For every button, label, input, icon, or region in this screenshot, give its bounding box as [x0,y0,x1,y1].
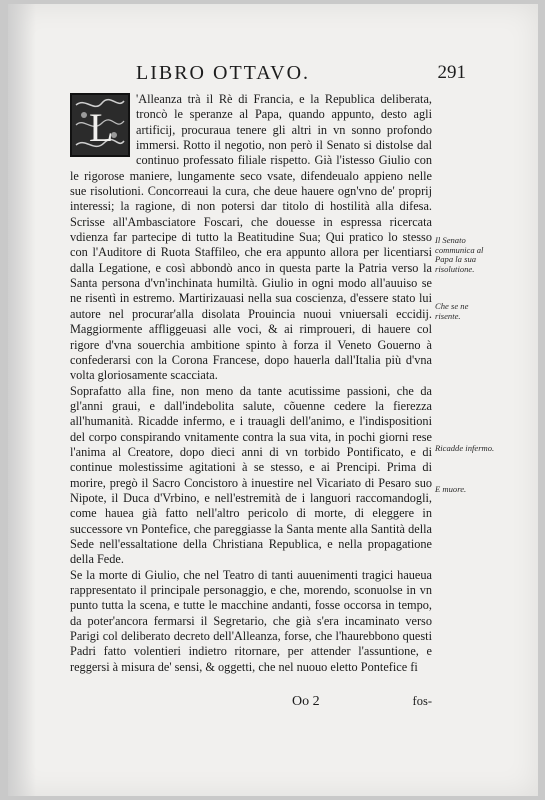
paragraph-2-text: Soprafatto alla fine, non meno da tante acutissime passioni, che da gl'anni graui, e dall'indebolita salute, cõuenne cedere la fierezza all'humanità. Ricadde infermo, e i trauagli dell'animo, e l'indispositioni del corpo conspirando vnitamente contra la sua vita, in pochi giorni rese l'anima al Creatore, dopo dieci anni di vn torbido Pontificato, e di continue molestissime agitationi à se stesso, e ai Prencipi. Prima di morire, pregò il Sacro Concistoro à inuestire nel Vicariato di Pesaro suo Nipote, il Duca d'Vrbino, e nell'estremità de i languori raccomandogli, come hauea già fatto nell'altro pericolo di morte, di eleggere in successore vn Pontefice, che pareggiasse la Santa mente alla Santità della Sede nell'essaltatione della Christiana Republica, e nella propagatione della Fede. [70,383,432,567]
ornament-icon [72,95,128,155]
running-head: LIBRO OTTAVO. [136,62,311,84]
book-page [8,4,538,796]
paragraph-3 [70,568,432,675]
catchword: fos- [412,694,432,708]
body-text [70,92,432,675]
paragraph-3-text: Se la morte di Giulio, che nel Teatro di tanti auuenimenti tragici haueua rappresentato il principale personaggio, e che, morendo, sconuolse in vn punto tutta la scena, e tutte le macchine andanti, fosse occorsa in tempo, da poter'ancora fermarsi il Segretario, che già s'era incaminato verso Parigi col deliberato decreto dell'Alleanza, forse, che l'haurebbono questi Padri fatto volentieri indietro ritornare, per attender l'assuntione, e reggersi à misura de' sensi, & oggetti, che nel nuouo eletto Pontefice fi [70,567,432,674]
initial-letter: L [89,105,114,150]
signature-mark: Oo 2 [292,694,320,709]
marginal-note-2: Che se ne risente. [435,301,469,321]
paragraph-2 [70,384,432,568]
marginal-note-4: E muore. [435,484,467,494]
marginal-note-3: Ricadde infermo. [435,443,495,453]
paragraph-1-text: 'Alleanza trà il Rè di Francia, e la Republica deliberata, troncò le speranze al Papa, quando appunto, desto agli artificij, procuraua tenere gli altri in vn sonno profondo immersi. Rotto il negotio, non però il Senato si distolse dal continuo professato filiale rispetto. Già l'istesso Giulio con le rigorose maniere, lungamente seco vsate, difendeualo appieno nelle sue risolutioni. Concorreaui la cura, che deue hauere ogn'vno de' proprij interessi; la ragione, di non potersi dar titolo di hostilità alla difesa. Scrisse all'Ambasciatore Foscari, che douesse in espressa ricercata vdienza far partecipe di tutto la Beatitudine Sua; Qui pratico lo stesso con l'Auditore di Ruota Staffileo, che era appunto allora per licentiarsi dalla Legatione, e così abbondò anco in questa parte la Patria verso la Santa persona d'vn'inchinata humiltà. Giulio in ogni modo all'auuiso se ne risentì in estremo. Martirizauasi nella sua coscienza, d'essere stato lui autore nel procurar'alla disolata Prouincia nuoui vniuersali eccidij. Maggiormente affliggeuasi alle voci, & ai rimproueri, di hauere col rigore d'vna souerchia ambitione spinto à forza il Veneto Gouerno à confederarsi con la Corona Francese, dopo hauerla dall'Italia più d'vna volta gloriosamente scacciata. [70,92,432,383]
decorated-initial [70,93,130,157]
page-footer [70,694,432,710]
page-number: 291 [437,62,466,83]
gutter-shadow [8,4,36,796]
marginal-note-1: Il Senato communica al Papa la sua risolutione. [435,235,484,274]
paragraph-1 [70,92,432,384]
